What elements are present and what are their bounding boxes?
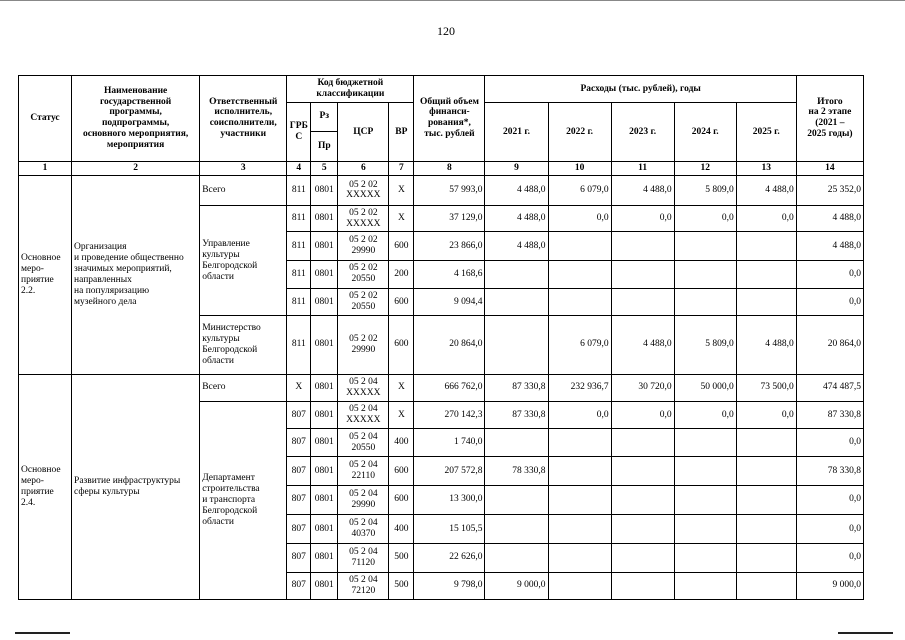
responsible-cell: Департамент строительства и транспорта Белгородской области — [200, 401, 287, 599]
year-2022-cell — [548, 288, 611, 315]
csr-cell: 05 2 02 20550 — [338, 260, 389, 288]
year-2023-cell — [611, 457, 674, 485]
total-cell: 15 105,5 — [414, 515, 485, 544]
year-2023-cell — [611, 288, 674, 315]
itogo-cell: 0,0 — [796, 485, 863, 514]
rzpr-cell: 0801 — [311, 316, 338, 375]
year-2025-cell — [736, 515, 796, 544]
grbs-cell: 807 — [287, 572, 311, 599]
total-cell: 9 094,4 — [414, 288, 485, 315]
year-2021-cell: 4 488,0 — [485, 175, 548, 205]
responsible-cell: Всего — [200, 175, 287, 205]
vr-cell: 500 — [389, 544, 414, 572]
year-2023-cell — [611, 485, 674, 514]
table-row — [19, 175, 864, 205]
rzpr-cell: 0801 — [311, 515, 338, 544]
header-year-2021: 2021 г. — [485, 103, 548, 162]
year-2025-cell: 73 500,0 — [736, 374, 796, 401]
top-edge-line — [0, 0, 905, 1]
year-2023-cell — [611, 544, 674, 572]
budget-table — [18, 75, 864, 600]
header-responsible: Ответственный исполнитель, соисполнители, участники — [200, 76, 287, 162]
itogo-cell: 474 487,5 — [796, 374, 863, 401]
vr-cell: 400 — [389, 515, 414, 544]
year-2022-cell: 0,0 — [548, 401, 611, 428]
total-cell: 57 993,0 — [414, 175, 485, 205]
itogo-cell: 4 488,0 — [796, 206, 863, 232]
header-year-2022: 2022 г. — [548, 103, 611, 162]
csr-cell: 05 2 04 71120 — [338, 544, 389, 572]
grbs-cell: 807 — [287, 457, 311, 485]
activity-name-cell: Организация и проведение общественно значимых мероприятий, направленных на популяризацию музейного дела — [72, 175, 200, 374]
col-number: 10 — [548, 161, 611, 175]
rzpr-cell: 0801 — [311, 457, 338, 485]
bottom-right-line — [838, 632, 893, 634]
csr-cell: 05 2 02 29990 — [338, 316, 389, 375]
itogo-cell: 0,0 — [796, 260, 863, 288]
total-cell: 23 866,0 — [414, 232, 485, 260]
col-number: 5 — [311, 161, 338, 175]
year-2025-cell — [736, 260, 796, 288]
rzpr-cell: 0801 — [311, 485, 338, 514]
vr-cell: 600 — [389, 288, 414, 315]
year-2024-cell — [674, 288, 736, 315]
col-number: 13 — [736, 161, 796, 175]
page-number: 120 — [437, 24, 455, 38]
activity-name-cell: Развитие инфраструктуры сферы культуры — [72, 374, 200, 599]
header-vr: ВР — [389, 103, 414, 162]
year-2022-cell — [548, 544, 611, 572]
year-2024-cell — [674, 457, 736, 485]
total-cell: 37 129,0 — [414, 206, 485, 232]
csr-cell: 05 2 04 20550 — [338, 429, 389, 457]
year-2025-cell: 0,0 — [736, 206, 796, 232]
csr-cell: 05 2 04 XXXXX — [338, 374, 389, 401]
vr-cell: 600 — [389, 316, 414, 375]
itogo-cell: 20 864,0 — [796, 316, 863, 375]
header-year-2024: 2024 г. — [674, 103, 736, 162]
vr-cell: 600 — [389, 232, 414, 260]
year-2025-cell — [736, 485, 796, 514]
header-csr: ЦСР — [338, 103, 389, 162]
header-rz: Рз — [311, 103, 338, 131]
grbs-cell: 811 — [287, 316, 311, 375]
year-2022-cell — [548, 232, 611, 260]
col-number: 11 — [611, 161, 674, 175]
year-2024-cell — [674, 544, 736, 572]
grbs-cell: 811 — [287, 175, 311, 205]
rzpr-cell: 0801 — [311, 374, 338, 401]
header-itogo: Итого на 2 этапе (2021 – 2025 годы) — [796, 76, 863, 162]
year-2023-cell — [611, 515, 674, 544]
total-cell: 1 740,0 — [414, 429, 485, 457]
col-number: 12 — [674, 161, 736, 175]
year-2023-cell — [611, 232, 674, 260]
year-2025-cell — [736, 429, 796, 457]
year-2024-cell: 50 000,0 — [674, 374, 736, 401]
rzpr-cell: 0801 — [311, 572, 338, 599]
header-expenses: Расходы (тыс. рублей), годы — [485, 76, 796, 103]
csr-cell: 05 2 02 20550 — [338, 288, 389, 315]
year-2023-cell — [611, 260, 674, 288]
year-2024-cell: 5 809,0 — [674, 316, 736, 375]
col-number: 8 — [414, 161, 485, 175]
year-2024-cell — [674, 232, 736, 260]
bottom-left-line — [15, 632, 70, 634]
year-2021-cell: 4 488,0 — [485, 232, 548, 260]
year-2022-cell — [548, 429, 611, 457]
header-name: Наименование государственной программы, подпрограммы, основного мероприятия, мероприятия — [72, 76, 200, 162]
header-year-2023: 2023 г. — [611, 103, 674, 162]
year-2025-cell: 0,0 — [736, 401, 796, 428]
itogo-cell: 4 488,0 — [796, 232, 863, 260]
grbs-cell: 811 — [287, 288, 311, 315]
responsible-cell: Управление культуры Белгородской области — [200, 206, 287, 316]
year-2023-cell — [611, 429, 674, 457]
vr-cell: 200 — [389, 260, 414, 288]
status-cell: Основное меро- приятие 2.4. — [19, 374, 72, 599]
col-number: 4 — [287, 161, 311, 175]
csr-cell: 05 2 02 XXXXX — [338, 206, 389, 232]
col-number: 7 — [389, 161, 414, 175]
total-cell: 4 168,6 — [414, 260, 485, 288]
year-2021-cell: 9 000,0 — [485, 572, 548, 599]
vr-cell: 500 — [389, 572, 414, 599]
rzpr-cell: 0801 — [311, 206, 338, 232]
grbs-cell: 807 — [287, 544, 311, 572]
responsible-cell: Министерство культуры Белгородской области — [200, 316, 287, 375]
csr-cell: 05 2 04 72120 — [338, 572, 389, 599]
year-2024-cell — [674, 429, 736, 457]
year-2025-cell — [736, 288, 796, 315]
table-row — [19, 374, 864, 401]
grbs-cell: 811 — [287, 260, 311, 288]
col-number: 14 — [796, 161, 863, 175]
grbs-cell: X — [287, 374, 311, 401]
grbs-cell: 811 — [287, 232, 311, 260]
total-cell: 207 572,8 — [414, 457, 485, 485]
year-2024-cell — [674, 515, 736, 544]
year-2021-cell — [485, 429, 548, 457]
grbs-cell: 807 — [287, 401, 311, 428]
csr-cell: 05 2 04 XXXXX — [338, 401, 389, 428]
header-row — [19, 76, 864, 103]
responsible-cell: Всего — [200, 374, 287, 401]
year-2022-cell: 6 079,0 — [548, 175, 611, 205]
csr-cell: 05 2 02 29990 — [338, 232, 389, 260]
year-2025-cell: 4 488,0 — [736, 175, 796, 205]
grbs-cell: 811 — [287, 206, 311, 232]
year-2021-cell — [485, 515, 548, 544]
col-number: 9 — [485, 161, 548, 175]
rzpr-cell: 0801 — [311, 544, 338, 572]
csr-cell: 05 2 04 22110 — [338, 457, 389, 485]
year-2022-cell — [548, 457, 611, 485]
vr-cell: X — [389, 206, 414, 232]
csr-cell: 05 2 04 29990 — [338, 485, 389, 514]
year-2021-cell — [485, 288, 548, 315]
vr-cell: X — [389, 374, 414, 401]
year-2025-cell — [736, 544, 796, 572]
year-2024-cell: 5 809,0 — [674, 175, 736, 205]
year-2022-cell — [548, 572, 611, 599]
year-2021-cell: 87 330,8 — [485, 401, 548, 428]
grbs-cell: 807 — [287, 429, 311, 457]
year-2023-cell: 4 488,0 — [611, 175, 674, 205]
itogo-cell: 9 000,0 — [796, 572, 863, 599]
rzpr-cell: 0801 — [311, 232, 338, 260]
total-cell: 666 762,0 — [414, 374, 485, 401]
itogo-cell: 87 330,8 — [796, 401, 863, 428]
year-2024-cell: 0,0 — [674, 401, 736, 428]
vr-cell: X — [389, 401, 414, 428]
rzpr-cell: 0801 — [311, 260, 338, 288]
vr-cell: 600 — [389, 485, 414, 514]
year-2023-cell: 4 488,0 — [611, 316, 674, 375]
grbs-cell: 807 — [287, 515, 311, 544]
year-2022-cell — [548, 515, 611, 544]
year-2021-cell — [485, 485, 548, 514]
total-cell: 9 798,0 — [414, 572, 485, 599]
header-grbs: ГРБ С — [287, 103, 311, 162]
vr-cell: 400 — [389, 429, 414, 457]
itogo-cell: 78 330,8 — [796, 457, 863, 485]
grbs-cell: 807 — [287, 485, 311, 514]
col-number: 3 — [200, 161, 287, 175]
year-2022-cell: 6 079,0 — [548, 316, 611, 375]
rzpr-cell: 0801 — [311, 288, 338, 315]
year-2024-cell: 0,0 — [674, 206, 736, 232]
itogo-cell: 25 352,0 — [796, 175, 863, 205]
header-year-2025: 2025 г. — [736, 103, 796, 162]
year-2024-cell — [674, 572, 736, 599]
year-2023-cell — [611, 572, 674, 599]
total-cell: 13 300,0 — [414, 485, 485, 514]
year-2022-cell: 232 936,7 — [548, 374, 611, 401]
year-2022-cell — [548, 485, 611, 514]
vr-cell: X — [389, 175, 414, 205]
year-2021-cell — [485, 544, 548, 572]
year-2021-cell: 4 488,0 — [485, 206, 548, 232]
itogo-cell: 0,0 — [796, 515, 863, 544]
year-2023-cell: 0,0 — [611, 401, 674, 428]
itogo-cell: 0,0 — [796, 544, 863, 572]
year-2022-cell — [548, 260, 611, 288]
year-2021-cell — [485, 316, 548, 375]
status-cell: Основное меро- приятие 2.2. — [19, 175, 72, 374]
header-pr: Пр — [311, 131, 338, 161]
csr-cell: 05 2 04 40370 — [338, 515, 389, 544]
year-2022-cell: 0,0 — [548, 206, 611, 232]
year-2021-cell — [485, 260, 548, 288]
col-number: 1 — [19, 161, 72, 175]
column-numbers-row — [19, 161, 864, 175]
year-2025-cell — [736, 457, 796, 485]
year-2025-cell — [736, 232, 796, 260]
year-2025-cell: 4 488,0 — [736, 316, 796, 375]
rzpr-cell: 0801 — [311, 175, 338, 205]
itogo-cell: 0,0 — [796, 429, 863, 457]
year-2025-cell — [736, 572, 796, 599]
total-cell: 22 626,0 — [414, 544, 485, 572]
header-total-volume: Общий объем финанси- рования*, тыс. рублей — [414, 76, 485, 162]
year-2023-cell: 0,0 — [611, 206, 674, 232]
header-status: Статус — [19, 76, 72, 162]
total-cell: 20 864,0 — [414, 316, 485, 375]
rzpr-cell: 0801 — [311, 429, 338, 457]
year-2023-cell: 30 720,0 — [611, 374, 674, 401]
csr-cell: 05 2 02 XXXXX — [338, 175, 389, 205]
itogo-cell: 0,0 — [796, 288, 863, 315]
year-2024-cell — [674, 485, 736, 514]
vr-cell: 600 — [389, 457, 414, 485]
rzpr-cell: 0801 — [311, 401, 338, 428]
year-2021-cell: 78 330,8 — [485, 457, 548, 485]
total-cell: 270 142,3 — [414, 401, 485, 428]
col-number: 2 — [72, 161, 200, 175]
header-budget-code: Код бюджетной классификации — [287, 76, 414, 103]
year-2021-cell: 87 330,8 — [485, 374, 548, 401]
year-2024-cell — [674, 260, 736, 288]
col-number: 6 — [338, 161, 389, 175]
